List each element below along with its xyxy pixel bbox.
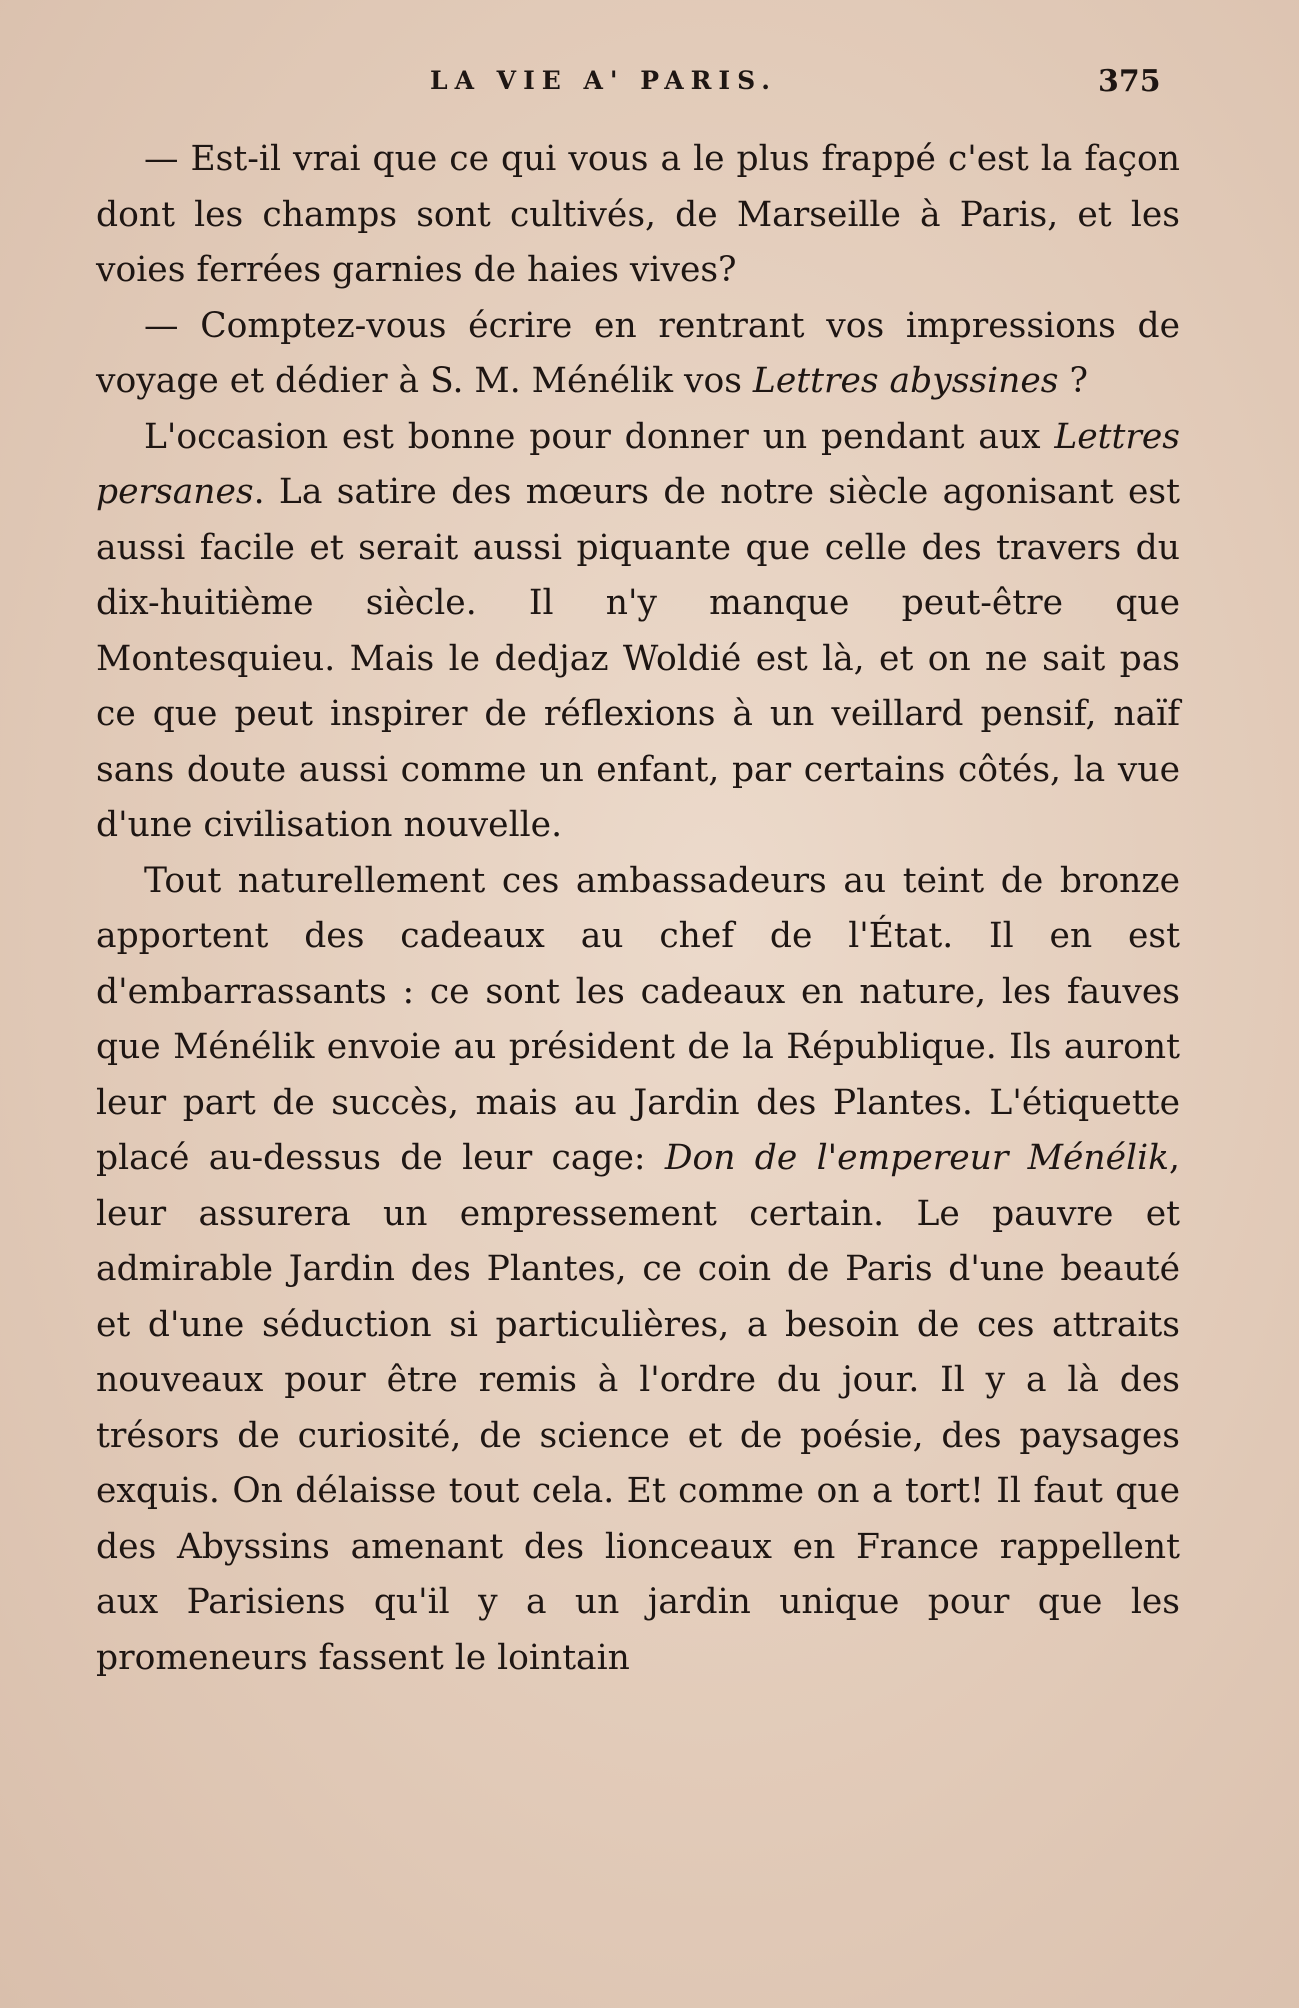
book-title-lettres-abyssines: Lettres abyssines xyxy=(752,361,1059,401)
paragraph-3-text: . La satire des mœurs de notre siècle agonisant est aussi facile et serait aussi piquante que celle des travers du dix-huitième siècle. Il n'y manque peut-être que Montesquieu. Mais le dedjaz Woldié est là, et on ne sait pas ce que peut inspirer de réflexions à un veillard pensif, naïf sans doute aussi comme un enfant, par certains côtés, la vue d'une civilisation nouvelle. xyxy=(96,472,1180,845)
paragraph-2-end: ? xyxy=(1058,361,1088,401)
paragraph-3 xyxy=(96,410,1180,854)
running-title: LA VIE A' PARIS. xyxy=(430,66,777,95)
body-text xyxy=(96,132,1180,1686)
paragraph-4-start: Tout naturellement ces ambassadeurs au teint de bronze apportent des cadeaux au chef de l'État. Il en est d'embarrassants : ce sont les cadeaux en nature, les fauves que Ménélik envoie au président de la République. Ils auront leur part de succès, mais au Jardin des Plantes. L'étiquette placé au-dessus de leur cage: xyxy=(96,860,1180,1178)
paragraph-4-text: , leur assurera un empressement certain. Le pauvre et admirable Jardin des Plantes, ce coin de Paris d'une beauté et d'une séduction si particulières, a besoin de ces attraits nouveaux pour être remis à l'ordre du jour. Il y a là des trésors de curiosité, de science et de poésie, des paysages exquis. On délaisse tout cela. Et comme on a tort! Il faut que des Abyssins amenant des lionceaux en France rappellent aux Parisiens qu'il y a un jardin unique pour que les promeneurs fassent le lointain xyxy=(96,1138,1180,1678)
paragraph-1-text: — Est-il vrai que ce qui vous a le plus frappé c'est la façon dont les champs sont cultivés, de Marseille à Paris, et les voies ferrées garnies de haies vives? xyxy=(96,139,1180,290)
running-header xyxy=(0,64,1299,104)
paragraph-3-start: L'occasion est bonne pour donner un pendant aux xyxy=(144,416,1055,457)
cage-label-quote: Don de l'empereur Ménélik xyxy=(664,1138,1170,1178)
page-number: 375 xyxy=(1098,64,1161,99)
paragraph-2 xyxy=(96,299,1180,410)
book-title-lettres-persanes: Lettres persanes xyxy=(96,416,1180,512)
paragraph-1 xyxy=(96,132,1180,299)
paragraph-2-text: — Comptez-vous écrire en rentrant vos impressions de voyage et dédier à S. M. Ménélik vos xyxy=(96,305,1180,401)
paragraph-4 xyxy=(96,854,1180,1687)
